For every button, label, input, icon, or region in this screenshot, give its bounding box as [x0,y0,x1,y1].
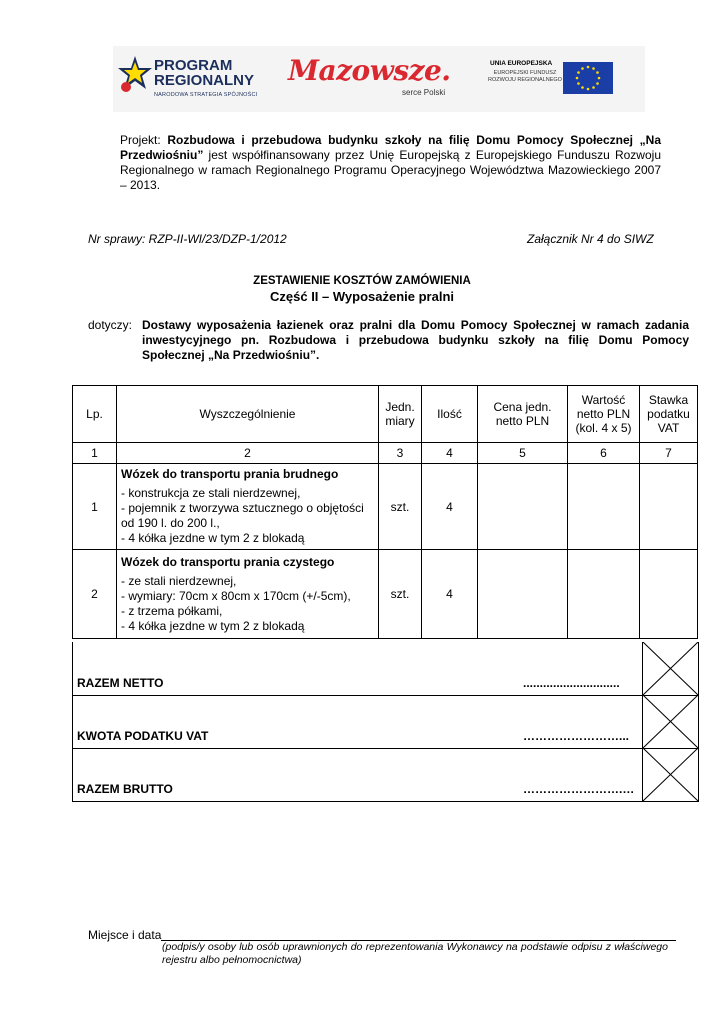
attachment-label: Załącznik Nr 4 do SIWZ [527,232,654,246]
row-unit-price[interactable] [478,464,568,550]
item-detail: - pojemnik z tworzywa sztucznego o objętości od 190 l. do 200 l., [121,501,364,530]
header-cell: Wartość netto PLN (kol. 4 x 5) [568,386,640,443]
table-header-row [73,386,698,443]
col-number: 2 [117,443,379,464]
column-number-row [73,443,698,464]
eu-fund [488,70,562,84]
item-detail: - wymiary: 70cm x 80cm x 170cm (+/-5cm), [121,588,351,603]
eu-fund-line2: ROZWOJU REGIONALNEGO [488,77,562,83]
project-title: Rozbudowa i przebudowa budynku szkoły na filię Domu Pomocy Społecznej „Na Przedwiośniu” [120,133,662,162]
header-cell: Wyszczególnienie [117,386,379,443]
crossed-cell [642,642,698,695]
total-vat-value[interactable]: ……………………... [523,729,630,743]
project-lead: Projekt: [120,133,168,147]
project-paragraph [120,133,661,193]
total-net-label: RAZEM NETTO [77,676,164,690]
table-row [73,550,698,639]
total-net-row [72,642,699,696]
row-net-value[interactable] [568,464,640,550]
eu-fund-line1: EUROPEJSKI FUNDUSZ [493,70,557,76]
cross-icon [643,695,698,748]
total-gross-row [72,748,699,802]
col-number: 5 [478,443,568,464]
row-vat-rate[interactable] [640,550,698,639]
total-gross-value[interactable]: …………………….… [523,782,635,796]
header-cell: Jedn. miary [379,386,422,443]
row-net-value[interactable] [568,550,640,639]
col-number: 7 [640,443,698,464]
row-description [117,464,379,550]
row-unit-price[interactable] [478,550,568,639]
row-vat-rate[interactable] [640,464,698,550]
col-number: 3 [379,443,422,464]
program-regionalny-logo-icon [116,54,154,96]
row-unit: szt. [379,464,422,550]
place-date-label: Miejsce i data [88,928,162,942]
header-cell: Lp. [73,386,117,443]
col-number: 1 [73,443,117,464]
crossed-cell [642,748,698,801]
total-net-value[interactable]: ............................. [523,676,620,690]
item-detail: - 4 kółka jezdne w tym 2 z blokadą [121,531,305,545]
eu-flag-icon [563,62,613,94]
mazowsze-logo: Mazowsze. [288,54,451,87]
program-title [154,58,254,88]
document-subtitle: Część II – Wyposażenie pralni [270,289,454,304]
header-cell: Cena jedn. netto PLN [478,386,568,443]
document-title: ZESTAWIENIE KOSZTÓW ZAMÓWIENIA [253,275,471,287]
total-vat-label: KWOTA PODATKU VAT [77,729,209,743]
program-subtitle: NARODOWA STRATEGIA SPÓJNOŚCI [154,92,258,98]
cost-table [72,385,698,639]
item-detail: - konstrukcja ze stali nierdzewnej, [121,486,301,500]
crossed-cell [642,695,698,748]
cross-icon [643,748,698,801]
eu-title: UNIA EUROPEJSKA [490,60,553,67]
project-rest: jest współfinansowany przez Unię Europejską z Europejskiego Funduszu Rozwoju Regionalnego w ramach Regionalnego Programu Operacyjnego Województwa Mazowieckiego 2007 – 2013. [120,148,661,192]
item-detail: - 4 kółka jezdne w tym 2 z blokadą [121,618,305,633]
header-cell: Stawka podatku VAT [640,386,698,443]
row-qty: 4 [422,550,478,639]
mazowsze-tagline: serce Polski [402,88,446,97]
total-vat-row [72,695,699,749]
total-gross-label: RAZEM BRUTTO [77,782,173,796]
program-line2: REGIONALNY [154,72,255,89]
row-description [117,550,379,639]
table-row [73,464,698,550]
col-number: 6 [568,443,640,464]
case-number: Nr sprawy: RZP-II-WI/23/DZP-1/2012 [88,232,287,246]
col-number: 4 [422,443,478,464]
row-unit: szt. [379,550,422,639]
regarding-label: dotyczy: [88,318,133,332]
row-lp: 1 [73,464,117,550]
header-cell: Ilość [422,386,478,443]
item-name: Wózek do transportu prania czystego [121,554,335,569]
item-name: Wózek do transportu prania brudnego [121,467,339,481]
program-line1: PROGRAM [154,57,233,74]
item-detail: - z trzema półkami, [121,603,223,618]
row-qty: 4 [422,464,478,550]
cross-icon [643,642,698,695]
item-detail: - ze stali nierdzewnej, [121,573,237,588]
regarding-text: Dostawy wyposażenia łazienek oraz pralni dla Domu Pomocy Społecznej w ramach zadania inwestycyjnego pn. Rozbudowa i przebudowa budynku szkoły na filię Domu Pomocy Społecznej „Na Przedwiośniu”. [142,318,689,362]
row-lp: 2 [73,550,117,639]
signature-note: (podpis/y osoby lub osób uprawnionych do reprezentowania Wykonawcy na podstawie odpisu z właściwego rejestru albo pełnomocnictwa) [162,941,668,966]
